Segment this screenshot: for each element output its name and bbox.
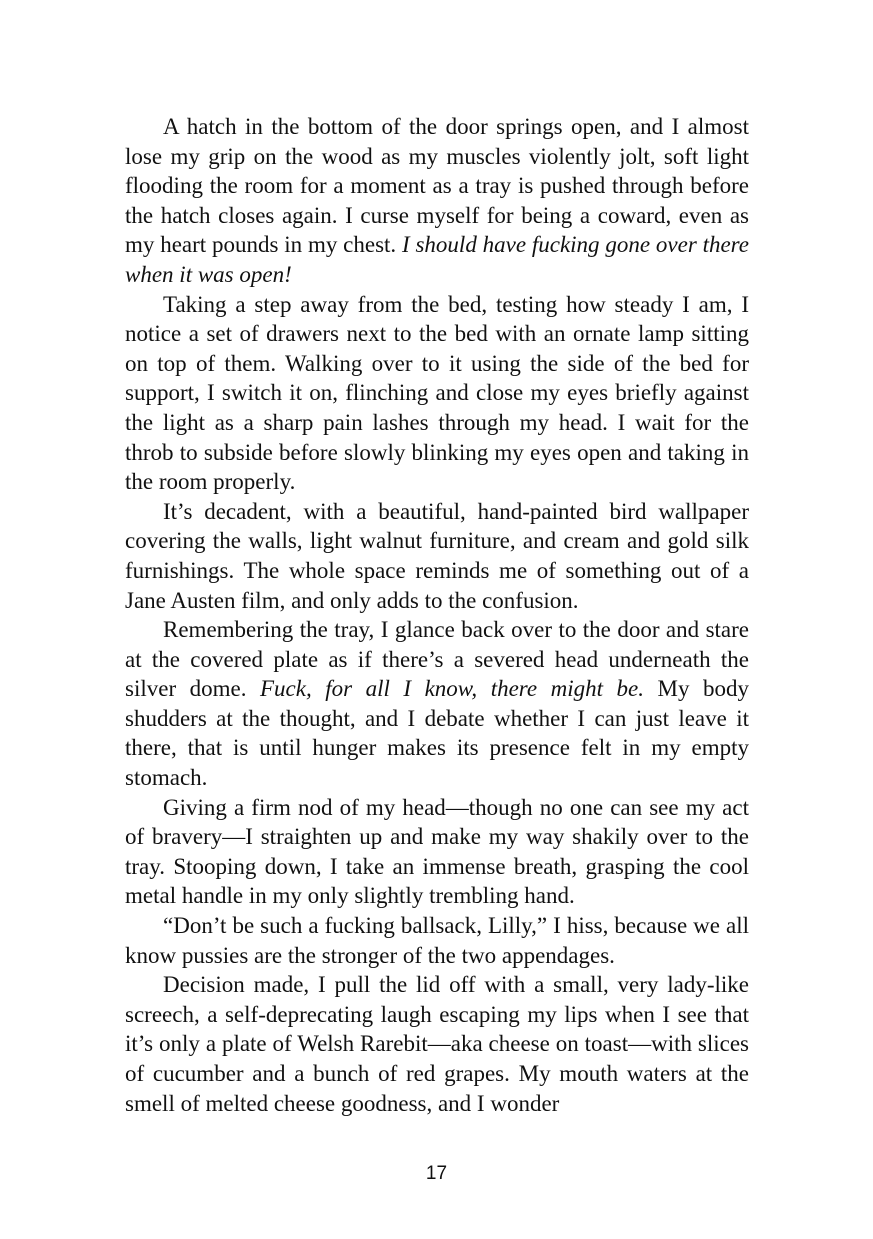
paragraph-1 [125, 112, 749, 290]
paragraph-4-after: My body shudders at the thought, and I debate whether I can just leave it there, that is until hunger makes its presence felt in my empty stomach. [125, 676, 750, 791]
paragraph-5 [125, 793, 749, 911]
paragraph-3-text: It’s decadent, with a beautiful, hand-painted bird wallpaper covering the walls, light walnut furniture, and cream and gold silk furnishings. The whole space reminds me of something out of a Jane Austen film, and only adds to the confusion. [125, 498, 749, 613]
paragraph-3 [125, 497, 749, 615]
paragraph-6-text: “Don’t be such a fucking ballsack, Lilly,” I hiss, because we all know pussies are the stronger of the two appendages. [125, 913, 749, 968]
paragraph-7-text: Decision made, I pull the lid off with a small, very lady-like screech, a self-deprecating laugh escaping my lips when I see that it’s only a plate of Welsh Rarebit—aka cheese on toast—with slices of cucumber and a bunch of red grapes. My mouth waters at the smell of melted cheese goodness, and I wonder [125, 972, 749, 1116]
paragraph-6 [125, 911, 749, 970]
page-number: 17 [425, 1163, 448, 1184]
paragraph-1-italic: I should have fucking gone over there when it was open! [125, 232, 749, 287]
paragraph-5-text: Giving a firm nod of my head—though no one can see my act of bravery—I straighten up and make my way shakily over to the tray. Stooping down, I take an immense breath, grasping the cool metal handle in my only slightly trembling hand. [125, 794, 749, 909]
paragraph-1-text: A hatch in the bottom of the door springs open, and I almost lose my grip on the wood as my muscles violently jolt, soft light flooding the room for a moment as a tray is pushed through before the hatch closes again. I curse myself for being a coward, even as my heart pounds in my chest. [125, 114, 749, 258]
paragraph-4-italic: Fuck, for all I know, there might be. [260, 676, 645, 702]
paragraph-4-text: Remembering the tray, I glance back over to the door and stare at the covered plate as if there’s a severed head underneath the silver dome. [125, 617, 749, 702]
paragraph-2 [125, 290, 749, 497]
paragraph-4 [125, 615, 749, 793]
body-text [125, 112, 749, 1118]
paragraph-2-text: Taking a step away from the bed, testing how steady I am, I notice a set of drawers next to the bed with an ornate lamp sitting on top of them. Walking over to it using the side of the bed for support, I switch it on, flinching and close my eyes briefly against the light as a sharp pain lashes through my head. I wait for the throb to subside before slowly blinking my eyes open and taking in the room properly. [125, 291, 749, 495]
paragraph-7 [125, 970, 749, 1118]
